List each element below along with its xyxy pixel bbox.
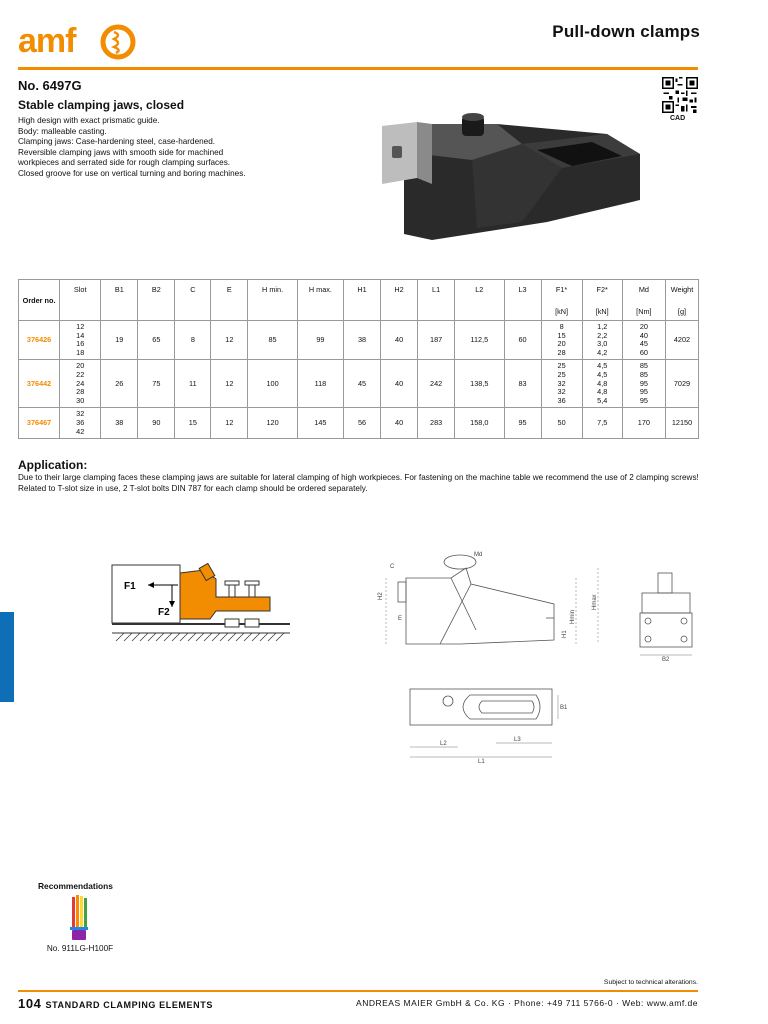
dim-h2: H2 bbox=[378, 592, 384, 600]
table-row bbox=[19, 408, 699, 439]
dim-e: E bbox=[398, 616, 403, 622]
col-header-e: E bbox=[211, 280, 248, 321]
table-row bbox=[19, 360, 699, 408]
col-header-h2: H2 bbox=[381, 280, 418, 321]
page-title: Pull-down clamps bbox=[552, 22, 700, 41]
cell-md: 20 40 45 60 bbox=[622, 321, 665, 360]
table-header-row bbox=[19, 280, 699, 321]
dim-c: C bbox=[390, 564, 395, 570]
cell-c: 15 bbox=[175, 408, 211, 439]
cell-h2: 40 bbox=[381, 360, 418, 408]
force-label-f1: F1 bbox=[124, 581, 136, 592]
cell-l2: 138,5 bbox=[455, 360, 504, 408]
cell-h2: 40 bbox=[381, 408, 418, 439]
section-name: STANDARD CLAMPING ELEMENTS bbox=[45, 1000, 213, 1010]
force-label-f2: F2 bbox=[158, 607, 170, 618]
cell-md: 170 bbox=[622, 408, 665, 439]
footer-company-info: ANDREAS MAIER GmbH & Co. KG · Phone: +49 711 5766-0 · Web: www.amf.de bbox=[356, 998, 698, 1008]
cell-f1: 25 25 32 32 36 bbox=[541, 360, 582, 408]
cell-f2: 4,5 4,5 4,8 4,8 5,4 bbox=[582, 360, 622, 408]
cell-c: 8 bbox=[175, 321, 211, 360]
header-divider bbox=[18, 67, 698, 70]
product-number: No. 6497G bbox=[18, 78, 82, 93]
col-header-order: Order no. bbox=[19, 280, 60, 321]
cad-label: CAD bbox=[670, 115, 686, 122]
order-number-link[interactable]: 376426 bbox=[19, 321, 60, 360]
dim-b1: B1 bbox=[560, 705, 568, 711]
hex-key-set-icon[interactable] bbox=[64, 893, 94, 943]
dim-md: Md bbox=[474, 552, 483, 558]
clamping-application-diagram bbox=[112, 555, 290, 650]
cell-c: 11 bbox=[175, 360, 211, 408]
footer-divider bbox=[18, 990, 698, 992]
col-header-f2: F2* [kN] bbox=[582, 280, 622, 321]
cell-b2: 90 bbox=[138, 408, 175, 439]
order-number-link[interactable]: 376442 bbox=[19, 360, 60, 408]
description-line: workpieces and serrated side for rough clamping surfaces. bbox=[18, 158, 231, 167]
cell-l1: 283 bbox=[418, 408, 455, 439]
cell-f1: 8 15 20 28 bbox=[541, 321, 582, 360]
cad-qr-code[interactable] bbox=[662, 77, 698, 113]
cell-f1: 50 bbox=[541, 408, 582, 439]
dim-hmin: Hmin bbox=[570, 609, 576, 624]
description-line: Body: malleable casting. bbox=[18, 126, 107, 136]
cell-hmin: 100 bbox=[248, 360, 297, 408]
cell-slot: 12 14 16 18 bbox=[60, 321, 101, 360]
cell-l3: 95 bbox=[504, 408, 541, 439]
cell-weight: 4202 bbox=[665, 321, 698, 360]
cell-l2: 112,5 bbox=[455, 321, 504, 360]
product-subtitle: Stable clamping jaws, closed bbox=[18, 98, 185, 112]
cell-hmax: 118 bbox=[297, 360, 343, 408]
description-line: Reversible clamping jaws with smooth side for machined bbox=[18, 147, 224, 157]
cell-h1: 45 bbox=[344, 360, 381, 408]
cell-weight: 7029 bbox=[665, 360, 698, 408]
cell-slot: 32 36 42 bbox=[60, 408, 101, 439]
application-text: Due to their large clamping faces these clamping jaws are suitable for lateral clamping of high workpieces. For fastening on the machine table we recommend the use of 2 clamping screws! Related to T-slot size in use, 2 T-slot bolts DIN 787 for each clamp should be ordered separately. bbox=[18, 473, 699, 493]
cell-e: 12 bbox=[211, 408, 248, 439]
cell-weight: 12150 bbox=[665, 408, 698, 439]
col-header-f1: F1* [kN] bbox=[541, 280, 582, 321]
subject-to-alterations-note: Subject to technical alterations. bbox=[603, 979, 698, 986]
cell-hmax: 99 bbox=[297, 321, 343, 360]
cell-h2: 40 bbox=[381, 321, 418, 360]
col-header-md: Md [Nm] bbox=[622, 280, 665, 321]
footer-section bbox=[18, 996, 213, 1011]
product-photo bbox=[382, 112, 640, 244]
cell-b1: 38 bbox=[101, 408, 138, 439]
cell-l1: 242 bbox=[418, 360, 455, 408]
cell-l3: 83 bbox=[504, 360, 541, 408]
col-header-b1: B1 bbox=[101, 280, 138, 321]
spec-table bbox=[18, 279, 699, 439]
col-header-l3: L3 bbox=[504, 280, 541, 321]
col-header-hmax: H max. bbox=[297, 280, 343, 321]
dim-l3: L3 bbox=[514, 737, 521, 743]
cell-b2: 75 bbox=[138, 360, 175, 408]
col-header-b2: B2 bbox=[138, 280, 175, 321]
col-header-h1: H1 bbox=[344, 280, 381, 321]
col-header-hmin: H min. bbox=[248, 280, 297, 321]
dim-h1: H1 bbox=[562, 630, 568, 638]
page-number: 104 bbox=[18, 996, 42, 1011]
table-row bbox=[19, 321, 699, 360]
recommendations-title: Recommendations bbox=[38, 881, 113, 891]
dim-hmax: Hmax bbox=[592, 594, 598, 610]
cell-hmax: 145 bbox=[297, 408, 343, 439]
application-title: Application: bbox=[18, 458, 88, 472]
dim-l2: L2 bbox=[440, 741, 447, 747]
col-header-slot: Slot bbox=[60, 280, 101, 321]
top-view-dimension-drawing bbox=[396, 677, 568, 765]
description-line: Closed groove for use on vertical turning and boring machines. bbox=[18, 168, 246, 178]
col-header-weight: Weight [g] bbox=[665, 280, 698, 321]
cell-f2: 1,2 2,2 3,0 4,2 bbox=[582, 321, 622, 360]
description-line: High design with exact prismatic guide. bbox=[18, 116, 160, 125]
cell-e: 12 bbox=[211, 321, 248, 360]
cell-hmin: 120 bbox=[248, 408, 297, 439]
cell-f2: 7,5 bbox=[582, 408, 622, 439]
cell-e: 12 bbox=[211, 360, 248, 408]
side-view-dimension-drawing bbox=[376, 548, 608, 663]
dim-b2: B2 bbox=[662, 657, 670, 663]
col-header-l2: L2 bbox=[455, 280, 504, 321]
cell-h1: 38 bbox=[344, 321, 381, 360]
cell-b2: 65 bbox=[138, 321, 175, 360]
dim-l1: L1 bbox=[478, 759, 485, 765]
order-number-link[interactable]: 376467 bbox=[19, 408, 60, 439]
cell-l1: 187 bbox=[418, 321, 455, 360]
cell-hmin: 85 bbox=[248, 321, 297, 360]
cell-b1: 26 bbox=[101, 360, 138, 408]
cell-h1: 56 bbox=[344, 408, 381, 439]
description-line: Clamping jaws: Case-hardening steel, case-hardened. bbox=[18, 137, 216, 146]
col-header-l1: L1 bbox=[418, 280, 455, 321]
section-side-tab bbox=[0, 612, 14, 702]
front-view-dimension-drawing bbox=[632, 565, 700, 663]
col-header-c: C bbox=[175, 280, 211, 321]
cell-l3: 60 bbox=[504, 321, 541, 360]
cell-l2: 158,0 bbox=[455, 408, 504, 439]
cell-slot: 20 22 24 28 30 bbox=[60, 360, 101, 408]
recommendation-item-label[interactable]: No. 911LG-H100F bbox=[46, 944, 114, 953]
amf-logo bbox=[18, 22, 138, 62]
svg-text:amf: amf bbox=[18, 22, 76, 60]
product-description bbox=[18, 116, 348, 179]
cell-b1: 19 bbox=[101, 321, 138, 360]
cell-md: 85 85 95 95 95 bbox=[622, 360, 665, 408]
